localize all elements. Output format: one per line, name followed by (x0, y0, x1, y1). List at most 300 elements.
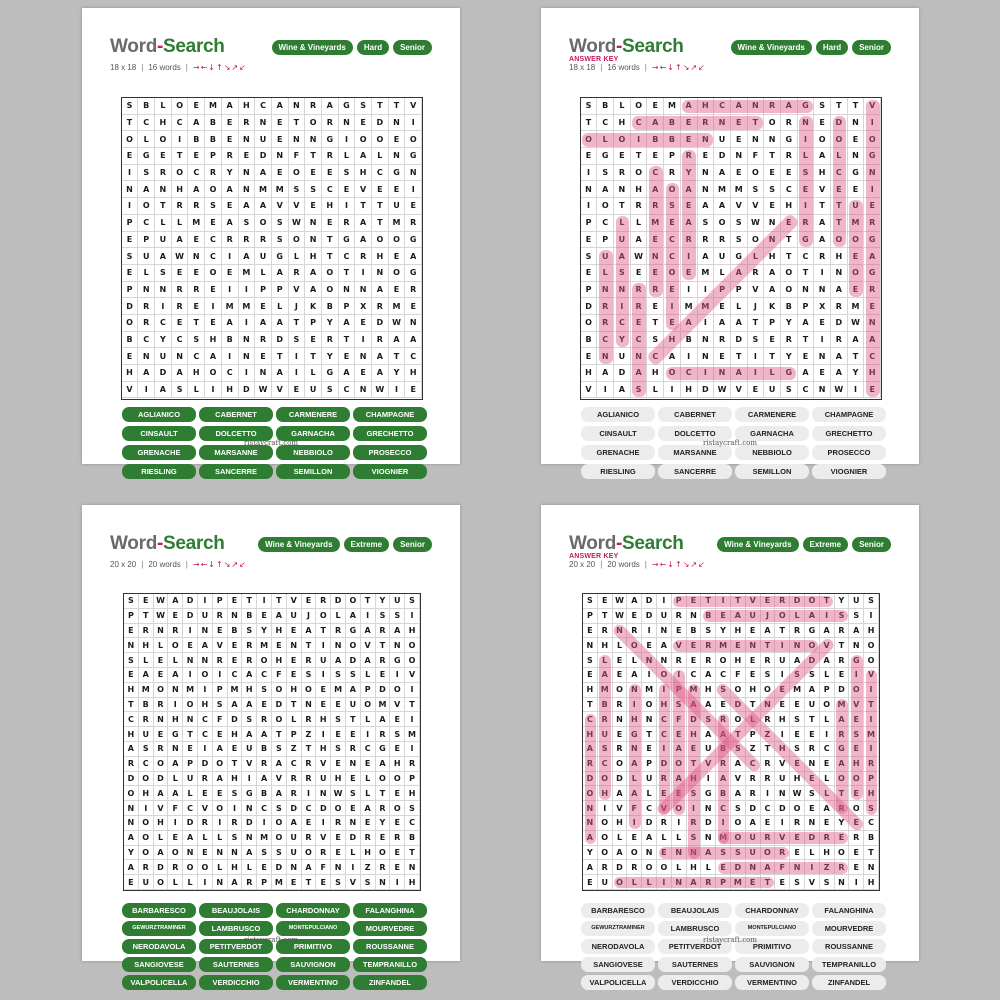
grid-cell[interactable]: A (698, 248, 715, 265)
grid-cell[interactable]: M (205, 98, 222, 115)
grid-cell[interactable]: D (831, 315, 848, 332)
grid-cell[interactable]: O (138, 198, 155, 215)
grid-cell[interactable]: E (228, 638, 243, 653)
grid-cell[interactable]: A (681, 98, 698, 115)
grid-cell[interactable]: R (355, 248, 372, 265)
grid-cell[interactable]: T (272, 348, 289, 365)
grid-cell[interactable]: D (124, 772, 139, 787)
grid-cell[interactable]: A (631, 232, 648, 249)
grid-cell[interactable]: N (701, 831, 716, 846)
grid-cell[interactable]: E (781, 165, 798, 182)
grid-cell[interactable]: N (597, 282, 614, 299)
grid-cell[interactable]: S (598, 742, 613, 757)
grid-cell[interactable]: C (124, 712, 139, 727)
grid-cell[interactable]: E (731, 115, 748, 132)
grid-cell[interactable]: M (731, 875, 746, 890)
grid-cell[interactable]: L (242, 860, 257, 875)
grid-cell[interactable]: C (257, 668, 272, 683)
grid-cell[interactable]: N (124, 816, 139, 831)
grid-cell[interactable]: I (798, 198, 815, 215)
grid-cell[interactable]: T (642, 727, 657, 742)
grid-cell[interactable]: O (376, 846, 391, 861)
grid-cell[interactable]: E (687, 638, 702, 653)
grid-cell[interactable]: N (122, 181, 139, 198)
grid-cell[interactable]: K (764, 298, 781, 315)
grid-cell[interactable]: Y (322, 348, 339, 365)
grid-cell[interactable]: H (647, 365, 664, 382)
grid-cell[interactable]: T (805, 712, 820, 727)
grid-cell[interactable]: I (405, 742, 420, 757)
grid-cell[interactable]: W (289, 215, 306, 232)
grid-cell[interactable]: S (289, 181, 306, 198)
grid-cell[interactable]: E (305, 332, 322, 349)
grid-cell[interactable]: R (302, 772, 317, 787)
grid-cell[interactable]: R (316, 846, 331, 861)
grid-cell[interactable]: G (339, 98, 356, 115)
grid-cell[interactable]: O (598, 846, 613, 861)
grid-cell[interactable]: R (139, 712, 154, 727)
grid-cell[interactable]: A (228, 875, 243, 890)
grid-cell[interactable]: H (322, 198, 339, 215)
grid-cell[interactable]: E (642, 638, 657, 653)
grid-cell[interactable]: C (664, 248, 681, 265)
grid-cell[interactable]: A (239, 248, 256, 265)
grid-cell[interactable]: E (681, 265, 698, 282)
grid-cell[interactable]: P (731, 282, 748, 299)
grid-cell[interactable]: P (405, 772, 420, 787)
grid-cell[interactable]: T (781, 248, 798, 265)
grid-cell[interactable]: E (798, 348, 815, 365)
grid-cell[interactable]: E (124, 624, 139, 639)
grid-cell[interactable]: H (239, 98, 256, 115)
grid-cell[interactable]: A (138, 181, 155, 198)
grid-cell[interactable]: A (746, 816, 761, 831)
grid-cell[interactable]: L (155, 215, 172, 232)
grid-cell[interactable]: G (597, 148, 614, 165)
grid-cell[interactable]: D (581, 298, 598, 315)
grid-cell[interactable]: O (154, 875, 169, 890)
grid-cell[interactable]: E (289, 382, 306, 399)
grid-cell[interactable]: B (716, 742, 731, 757)
grid-cell[interactable]: E (775, 875, 790, 890)
grid-cell[interactable]: R (242, 638, 257, 653)
grid-cell[interactable]: I (864, 609, 879, 624)
grid-cell[interactable]: S (687, 831, 702, 846)
grid-cell[interactable]: D (701, 816, 716, 831)
grid-cell[interactable]: A (805, 609, 820, 624)
grid-cell[interactable]: C (864, 816, 879, 831)
grid-cell[interactable]: C (287, 757, 302, 772)
grid-cell[interactable]: I (198, 875, 213, 890)
grid-cell[interactable]: E (647, 232, 664, 249)
grid-cell[interactable]: E (664, 215, 681, 232)
grid-cell[interactable]: C (339, 382, 356, 399)
grid-cell[interactable]: G (781, 365, 798, 382)
grid-cell[interactable]: O (831, 232, 848, 249)
grid-cell[interactable]: C (761, 801, 776, 816)
grid-cell[interactable]: O (781, 282, 798, 299)
grid-cell[interactable]: E (849, 786, 864, 801)
grid-cell[interactable]: E (331, 727, 346, 742)
grid-cell[interactable]: M (331, 683, 346, 698)
grid-cell[interactable]: V (289, 282, 306, 299)
grid-cell[interactable]: S (790, 875, 805, 890)
grid-cell[interactable]: E (814, 115, 831, 132)
grid-cell[interactable]: S (122, 248, 139, 265)
grid-cell[interactable]: C (716, 801, 731, 816)
grid-cell[interactable]: C (138, 332, 155, 349)
grid-cell[interactable]: V (154, 801, 169, 816)
grid-cell[interactable]: R (864, 215, 881, 232)
grid-cell[interactable]: S (124, 594, 139, 609)
grid-cell[interactable]: A (864, 248, 881, 265)
grid-cell[interactable]: L (820, 786, 835, 801)
grid-cell[interactable]: R (849, 831, 864, 846)
grid-cell[interactable]: E (835, 831, 850, 846)
grid-cell[interactable]: E (775, 698, 790, 713)
grid-cell[interactable]: A (831, 365, 848, 382)
grid-cell[interactable]: W (154, 594, 169, 609)
grid-cell[interactable]: S (748, 181, 765, 198)
grid-cell[interactable]: P (764, 315, 781, 332)
grid-cell[interactable]: D (183, 816, 198, 831)
grid-cell[interactable]: Y (124, 846, 139, 861)
grid-cell[interactable]: H (614, 115, 631, 132)
grid-cell[interactable]: S (583, 594, 598, 609)
grid-cell[interactable]: H (405, 624, 420, 639)
grid-cell[interactable]: N (124, 638, 139, 653)
grid-cell[interactable]: R (672, 609, 687, 624)
grid-cell[interactable]: C (183, 801, 198, 816)
grid-cell[interactable]: E (346, 772, 361, 787)
grid-cell[interactable]: R (613, 742, 628, 757)
grid-cell[interactable]: I (198, 683, 213, 698)
grid-cell[interactable]: O (581, 131, 598, 148)
grid-cell[interactable]: E (172, 315, 189, 332)
grid-cell[interactable]: O (168, 638, 183, 653)
grid-cell[interactable]: E (355, 365, 372, 382)
grid-cell[interactable]: U (287, 846, 302, 861)
grid-cell[interactable]: E (642, 742, 657, 757)
grid-cell[interactable]: E (672, 727, 687, 742)
grid-cell[interactable]: H (228, 772, 243, 787)
grid-cell[interactable]: N (272, 148, 289, 165)
grid-cell[interactable]: A (627, 786, 642, 801)
grid-cell[interactable]: I (390, 668, 405, 683)
grid-cell[interactable]: U (346, 698, 361, 713)
grid-cell[interactable]: R (222, 148, 239, 165)
grid-cell[interactable]: E (790, 698, 805, 713)
grid-cell[interactable]: E (168, 609, 183, 624)
grid-cell[interactable]: H (664, 332, 681, 349)
grid-cell[interactable]: I (849, 875, 864, 890)
grid-cell[interactable]: T (583, 698, 598, 713)
grid-cell[interactable]: W (331, 786, 346, 801)
grid-cell[interactable]: J (748, 298, 765, 315)
grid-cell[interactable]: C (198, 727, 213, 742)
grid-cell[interactable]: R (198, 816, 213, 831)
grid-cell[interactable]: T (798, 265, 815, 282)
grid-cell[interactable]: O (372, 232, 389, 249)
grid-cell[interactable]: O (614, 131, 631, 148)
grid-cell[interactable]: I (183, 668, 198, 683)
grid-cell[interactable]: A (583, 860, 598, 875)
grid-cell[interactable]: S (361, 875, 376, 890)
grid-cell[interactable]: R (188, 282, 205, 299)
grid-cell[interactable]: O (714, 215, 731, 232)
grid-cell[interactable]: E (287, 875, 302, 890)
grid-cell[interactable]: O (848, 265, 865, 282)
grid-cell[interactable]: N (672, 846, 687, 861)
grid-cell[interactable]: B (598, 698, 613, 713)
grid-cell[interactable]: L (798, 148, 815, 165)
grid-cell[interactable]: D (122, 298, 139, 315)
grid-cell[interactable]: P (672, 594, 687, 609)
grid-cell[interactable]: T (372, 198, 389, 215)
grid-cell[interactable]: L (627, 653, 642, 668)
grid-cell[interactable]: U (139, 727, 154, 742)
grid-cell[interactable]: T (289, 315, 306, 332)
grid-cell[interactable]: C (205, 248, 222, 265)
grid-cell[interactable]: R (339, 215, 356, 232)
grid-cell[interactable]: I (864, 115, 881, 132)
grid-cell[interactable]: R (172, 298, 189, 315)
grid-cell[interactable]: H (731, 624, 746, 639)
grid-cell[interactable]: I (657, 683, 672, 698)
grid-cell[interactable]: N (198, 653, 213, 668)
grid-cell[interactable]: W (613, 594, 628, 609)
grid-cell[interactable]: O (316, 609, 331, 624)
grid-cell[interactable]: N (376, 875, 391, 890)
grid-cell[interactable]: E (188, 265, 205, 282)
grid-cell[interactable]: N (305, 215, 322, 232)
grid-cell[interactable]: S (405, 801, 420, 816)
grid-cell[interactable]: T (242, 594, 257, 609)
grid-cell[interactable]: O (139, 846, 154, 861)
grid-cell[interactable]: M (272, 181, 289, 198)
grid-cell[interactable]: H (139, 638, 154, 653)
grid-cell[interactable]: A (716, 772, 731, 787)
grid-cell[interactable]: I (183, 624, 198, 639)
grid-cell[interactable]: E (390, 846, 405, 861)
grid-cell[interactable]: E (257, 860, 272, 875)
grid-cell[interactable]: R (598, 860, 613, 875)
grid-cell[interactable]: A (305, 265, 322, 282)
grid-cell[interactable]: O (849, 683, 864, 698)
grid-cell[interactable]: R (138, 298, 155, 315)
grid-cell[interactable]: M (239, 265, 256, 282)
grid-cell[interactable]: B (701, 609, 716, 624)
grid-cell[interactable]: P (183, 757, 198, 772)
grid-cell[interactable]: N (642, 712, 657, 727)
grid-cell[interactable]: D (731, 860, 746, 875)
grid-cell[interactable]: C (405, 348, 422, 365)
grid-cell[interactable]: T (272, 594, 287, 609)
grid-cell[interactable]: O (627, 638, 642, 653)
grid-cell[interactable]: L (731, 298, 748, 315)
grid-cell[interactable]: V (361, 638, 376, 653)
grid-cell[interactable]: E (613, 653, 628, 668)
grid-cell[interactable]: E (228, 653, 243, 668)
grid-cell[interactable]: M (228, 683, 243, 698)
grid-cell[interactable]: E (188, 298, 205, 315)
grid-cell[interactable]: O (583, 786, 598, 801)
grid-cell[interactable]: F (289, 148, 306, 165)
grid-cell[interactable]: P (581, 282, 598, 299)
grid-cell[interactable]: R (781, 115, 798, 132)
grid-cell[interactable]: S (355, 98, 372, 115)
grid-cell[interactable]: O (864, 131, 881, 148)
grid-cell[interactable]: L (820, 712, 835, 727)
grid-cell[interactable]: N (138, 348, 155, 365)
grid-cell[interactable]: A (222, 215, 239, 232)
grid-cell[interactable]: I (627, 816, 642, 831)
grid-cell[interactable]: C (657, 712, 672, 727)
grid-cell[interactable]: H (390, 757, 405, 772)
grid-cell[interactable]: N (657, 653, 672, 668)
grid-cell[interactable]: N (355, 348, 372, 365)
grid-cell[interactable]: U (305, 382, 322, 399)
grid-cell[interactable]: D (154, 772, 169, 787)
grid-cell[interactable]: F (316, 860, 331, 875)
grid-cell[interactable]: B (647, 131, 664, 148)
grid-cell[interactable]: N (305, 232, 322, 249)
grid-cell[interactable]: S (331, 668, 346, 683)
grid-cell[interactable]: D (613, 860, 628, 875)
grid-cell[interactable]: N (239, 332, 256, 349)
grid-cell[interactable]: T (831, 198, 848, 215)
grid-cell[interactable]: N (289, 98, 306, 115)
grid-cell[interactable]: M (714, 181, 731, 198)
grid-cell[interactable]: C (597, 332, 614, 349)
grid-cell[interactable]: N (339, 115, 356, 132)
grid-cell[interactable]: L (672, 831, 687, 846)
grid-cell[interactable]: E (664, 315, 681, 332)
grid-cell[interactable]: N (731, 148, 748, 165)
grid-cell[interactable]: V (405, 668, 420, 683)
grid-cell[interactable]: R (361, 831, 376, 846)
grid-cell[interactable]: O (764, 115, 781, 132)
grid-cell[interactable]: I (198, 594, 213, 609)
grid-cell[interactable]: N (155, 181, 172, 198)
grid-cell[interactable]: A (272, 786, 287, 801)
grid-cell[interactable]: A (731, 315, 748, 332)
grid-cell[interactable]: E (222, 131, 239, 148)
grid-cell[interactable]: T (701, 594, 716, 609)
grid-cell[interactable]: I (361, 727, 376, 742)
grid-cell[interactable]: R (835, 624, 850, 639)
grid-cell[interactable]: I (672, 668, 687, 683)
grid-cell[interactable]: A (687, 875, 702, 890)
grid-cell[interactable]: C (205, 232, 222, 249)
grid-cell[interactable]: S (138, 165, 155, 182)
grid-cell[interactable]: A (598, 668, 613, 683)
grid-cell[interactable]: O (331, 801, 346, 816)
grid-cell[interactable]: A (613, 786, 628, 801)
grid-cell[interactable]: I (405, 609, 420, 624)
grid-cell[interactable]: L (597, 265, 614, 282)
grid-cell[interactable]: I (198, 742, 213, 757)
grid-cell[interactable]: E (731, 131, 748, 148)
grid-cell[interactable]: H (781, 198, 798, 215)
grid-cell[interactable]: H (372, 248, 389, 265)
grid-cell[interactable]: A (613, 846, 628, 861)
grid-cell[interactable]: R (302, 831, 317, 846)
grid-cell[interactable]: E (205, 215, 222, 232)
grid-cell[interactable]: E (848, 248, 865, 265)
grid-cell[interactable]: H (864, 624, 879, 639)
grid-cell[interactable]: S (790, 668, 805, 683)
grid-cell[interactable]: L (361, 786, 376, 801)
grid-cell[interactable]: E (581, 232, 598, 249)
grid-cell[interactable]: D (372, 315, 389, 332)
grid-cell[interactable]: R (405, 282, 422, 299)
grid-cell[interactable]: R (376, 860, 391, 875)
grid-cell[interactable]: N (405, 315, 422, 332)
grid-cell[interactable]: U (775, 653, 790, 668)
grid-cell[interactable]: E (188, 232, 205, 249)
grid-cell[interactable]: E (746, 653, 761, 668)
grid-cell[interactable]: L (647, 382, 664, 399)
grid-cell[interactable]: R (376, 727, 391, 742)
grid-cell[interactable]: H (631, 181, 648, 198)
grid-cell[interactable]: D (614, 365, 631, 382)
grid-cell[interactable]: O (372, 131, 389, 148)
grid-cell[interactable]: E (405, 382, 422, 399)
grid-cell[interactable]: H (581, 365, 598, 382)
grid-cell[interactable]: E (831, 181, 848, 198)
grid-cell[interactable]: I (242, 772, 257, 787)
grid-cell[interactable]: E (390, 786, 405, 801)
grid-cell[interactable]: O (139, 831, 154, 846)
grid-cell[interactable]: G (339, 232, 356, 249)
grid-cell[interactable]: U (198, 609, 213, 624)
grid-cell[interactable]: E (672, 786, 687, 801)
grid-cell[interactable]: A (701, 698, 716, 713)
grid-cell[interactable]: O (257, 653, 272, 668)
grid-cell[interactable]: C (647, 165, 664, 182)
grid-cell[interactable]: N (672, 875, 687, 890)
grid-cell[interactable]: R (835, 727, 850, 742)
grid-cell[interactable]: C (597, 115, 614, 132)
grid-cell[interactable]: F (672, 712, 687, 727)
grid-cell[interactable]: N (242, 801, 257, 816)
grid-cell[interactable]: P (664, 148, 681, 165)
grid-cell[interactable]: A (355, 232, 372, 249)
grid-cell[interactable]: C (228, 668, 243, 683)
grid-cell[interactable]: A (155, 248, 172, 265)
grid-cell[interactable]: H (790, 772, 805, 787)
grid-cell[interactable]: R (213, 653, 228, 668)
grid-cell[interactable]: E (257, 609, 272, 624)
grid-cell[interactable]: T (764, 148, 781, 165)
grid-cell[interactable]: R (205, 165, 222, 182)
grid-cell[interactable]: A (814, 215, 831, 232)
grid-cell[interactable]: A (814, 232, 831, 249)
grid-cell[interactable]: L (631, 215, 648, 232)
grid-cell[interactable]: L (714, 265, 731, 282)
grid-cell[interactable]: G (798, 98, 815, 115)
grid-cell[interactable]: E (257, 698, 272, 713)
grid-cell[interactable]: C (798, 248, 815, 265)
grid-cell[interactable]: G (405, 265, 422, 282)
grid-cell[interactable]: N (613, 712, 628, 727)
grid-cell[interactable]: D (642, 816, 657, 831)
grid-cell[interactable]: E (222, 265, 239, 282)
grid-cell[interactable]: S (390, 727, 405, 742)
grid-cell[interactable]: E (198, 786, 213, 801)
grid-cell[interactable]: T (775, 624, 790, 639)
